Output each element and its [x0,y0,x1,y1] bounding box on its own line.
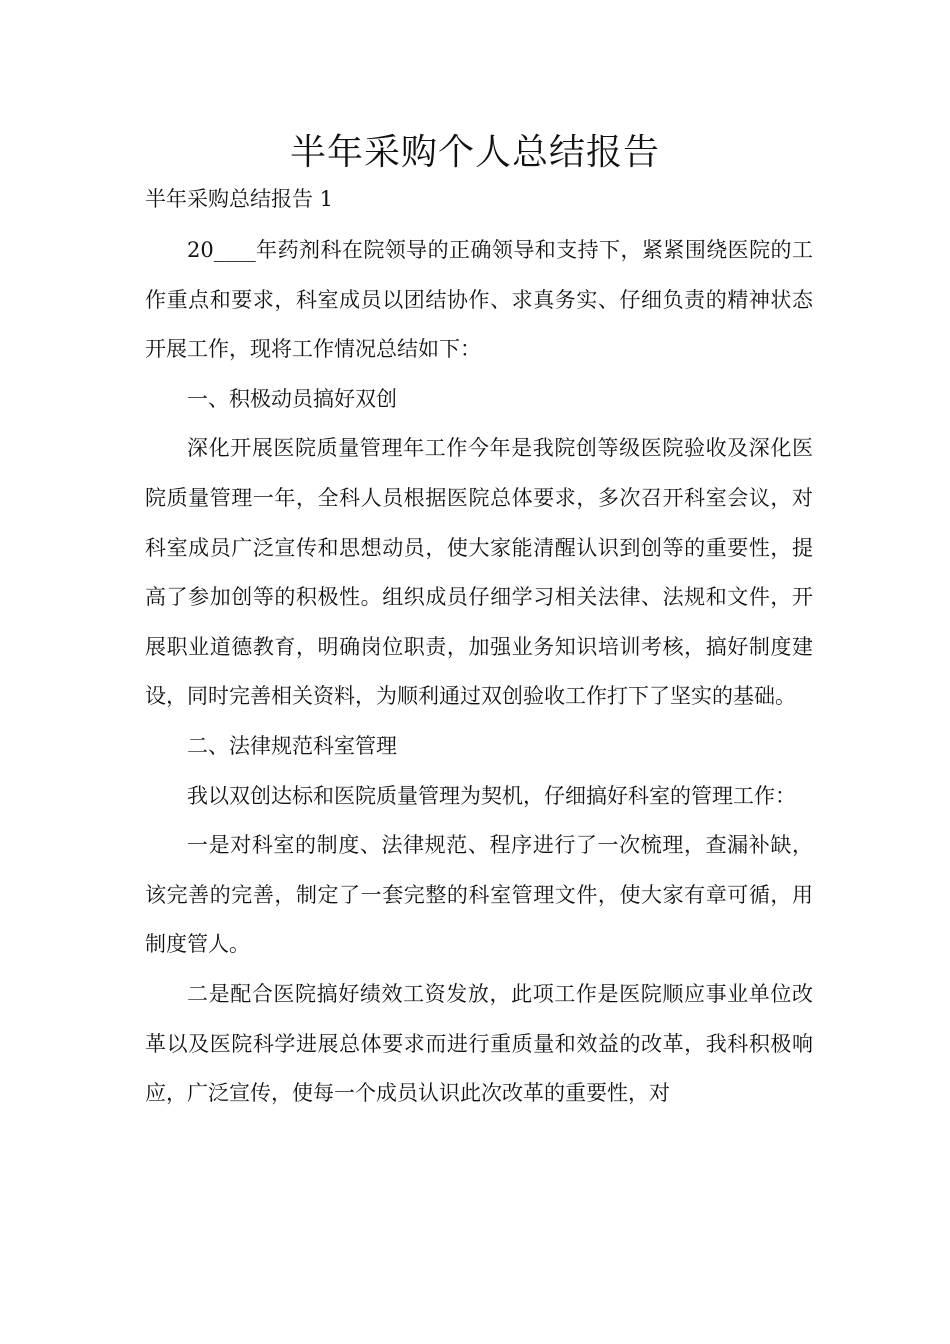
paragraph-point-2: 二是配合医院搞好绩效工资发放，此项工作是医院顺应事业单位改革以及医院科学进展总体要求而进行重质量和效益的改革，我科积极响应，广泛宣传，使每一个成员认识此次改革的重要性，对 [145,981,813,1106]
paragraph-section-2: 我以双创达标和医院质量管理为契机，仔细搞好科室的管理工作： [187,783,796,808]
section-heading-1: 一、积极动员搞好双创 [187,386,397,411]
document-body [145,226,813,1119]
document-title: 半年采购个人总结报告 [289,132,660,173]
document-subtitle: 半年采购总结报告 1 [145,187,334,211]
paragraph-section-1: 深化开展医院质量管理年工作今年是我院创等级医院验收及深化医院质量管理一年，全科人员根据医院总体要求，多次召开科室会议，对科室成员广泛宣传和思想动员，使大家能清醒认识到创等的重要性，提高了参加创等的积极性。组织成员仔细学习相关法律、法规和文件，开展职业道德教育，明确岗位职责，加强业务知识培训考核，搞好制度建设，同时完善相关资料，为顺利通过双创验收工作打下了坚实的基础。 [145,436,813,709]
paragraph-point-1: 一是对科室的制度、法律规范、程序进行了一次梳理，查漏补缺，该完善的完善，制定了一套完整的科室管理文件，使大家有章可循，用制度管人。 [145,833,813,957]
section-heading-2: 二、法律规范科室管理 [187,733,397,758]
paragraph-intro: 20____年药剂科在院领导的正确领导和支持下，紧紧围绕医院的工作重点和要求，科室成员以团结协作、求真务实、仔细负责的精神状态开展工作，现将工作情况总结如下： [145,238,813,362]
